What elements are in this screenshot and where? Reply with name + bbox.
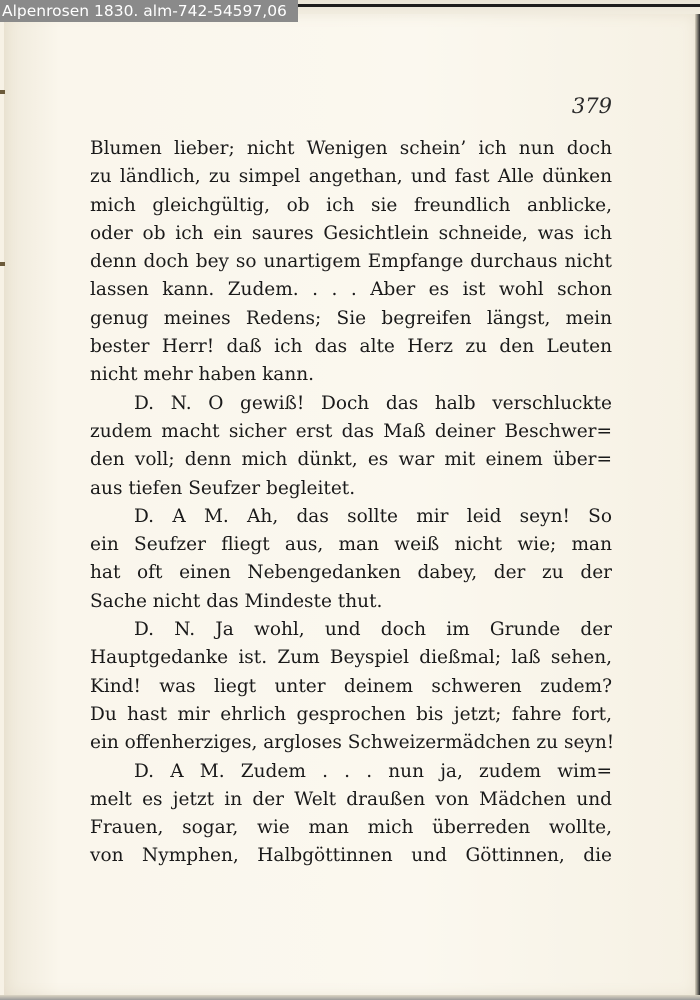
scan-label: Alpenrosen 1830. alm-742-54597,06	[0, 0, 298, 22]
text-line: Blumen lieber; nicht Wenigen schein’ ich nun doch	[90, 138, 612, 159]
text-line: bester Herr! daß ich das alte Herz zu den Leuten	[90, 336, 612, 358]
text-line: mich gleichgültig, ob ich sie freundlich anblicke,	[90, 194, 612, 216]
text-line: Du hast mir ehrlich gesprochen bis jetzt; fahre fort,	[90, 703, 612, 725]
page-right-edge	[695, 14, 700, 1000]
text-line: D. N. O gewiß! Doch das halb verschluckte	[134, 392, 612, 414]
text-line: genug meines Redens; Sie begreifen längst, mein	[90, 307, 612, 329]
text-line: nicht mehr haben kann.	[90, 364, 315, 386]
text-line: oder ob ich ein saures Gesichtlein schneide, was ich	[90, 222, 612, 244]
text-line: aus tiefen Seufzer begleitet.	[90, 477, 356, 499]
margin-mark	[0, 262, 5, 266]
text-line: melt es jetzt in der Welt draußen von Mädchen und	[90, 788, 612, 810]
text-line: Hauptgedanke ist. Zum Beyspiel dießmal; laß sehen,	[90, 647, 612, 669]
text-line: D. A M. Ah, das sollte mir leid seyn! So	[134, 505, 612, 527]
text-line: zudem macht sicher erst das Maß deiner Beschwer=	[90, 420, 612, 442]
text-line: Frauen, sogar, wie man mich überreden wollte,	[90, 817, 612, 839]
margin-mark	[0, 90, 5, 94]
text-line: D. N. Ja wohl, und doch im Grunde der	[134, 619, 612, 641]
text-line: zu ländlich, zu simpel angethan, und fast Alle dünken	[90, 166, 612, 188]
scan-top-rule	[298, 4, 700, 7]
page-bottom-edge	[0, 995, 700, 1000]
text-line: Sache nicht das Mindeste thut.	[90, 590, 383, 612]
text-line: ein Seufzer fliegt aus, man weiß nicht wie; man	[90, 534, 612, 556]
page-body-text	[90, 135, 615, 871]
text-line: von Nymphen, Halbgöttinnen und Göttinnen, die	[90, 845, 612, 867]
text-line: hat oft einen Nebengedanken dabey, der zu der	[90, 562, 612, 584]
text-line: den voll; denn mich dünkt, es war mit einem über=	[90, 449, 612, 471]
text-line: Kind! was liegt unter deinem schweren zudem?	[90, 675, 612, 697]
text-line: ein offenherziges, argloses Schweizermädchen zu seyn!	[90, 732, 615, 754]
text-line: denn doch bey so unartigem Empfange durchaus nicht	[90, 251, 612, 273]
text-line: D. A M. Zudem . . . nun ja, zudem wim=	[134, 760, 612, 782]
page-number: 379	[571, 94, 612, 118]
text-line: lassen kann. Zudem. . . . Aber es ist wohl schon	[90, 279, 612, 301]
